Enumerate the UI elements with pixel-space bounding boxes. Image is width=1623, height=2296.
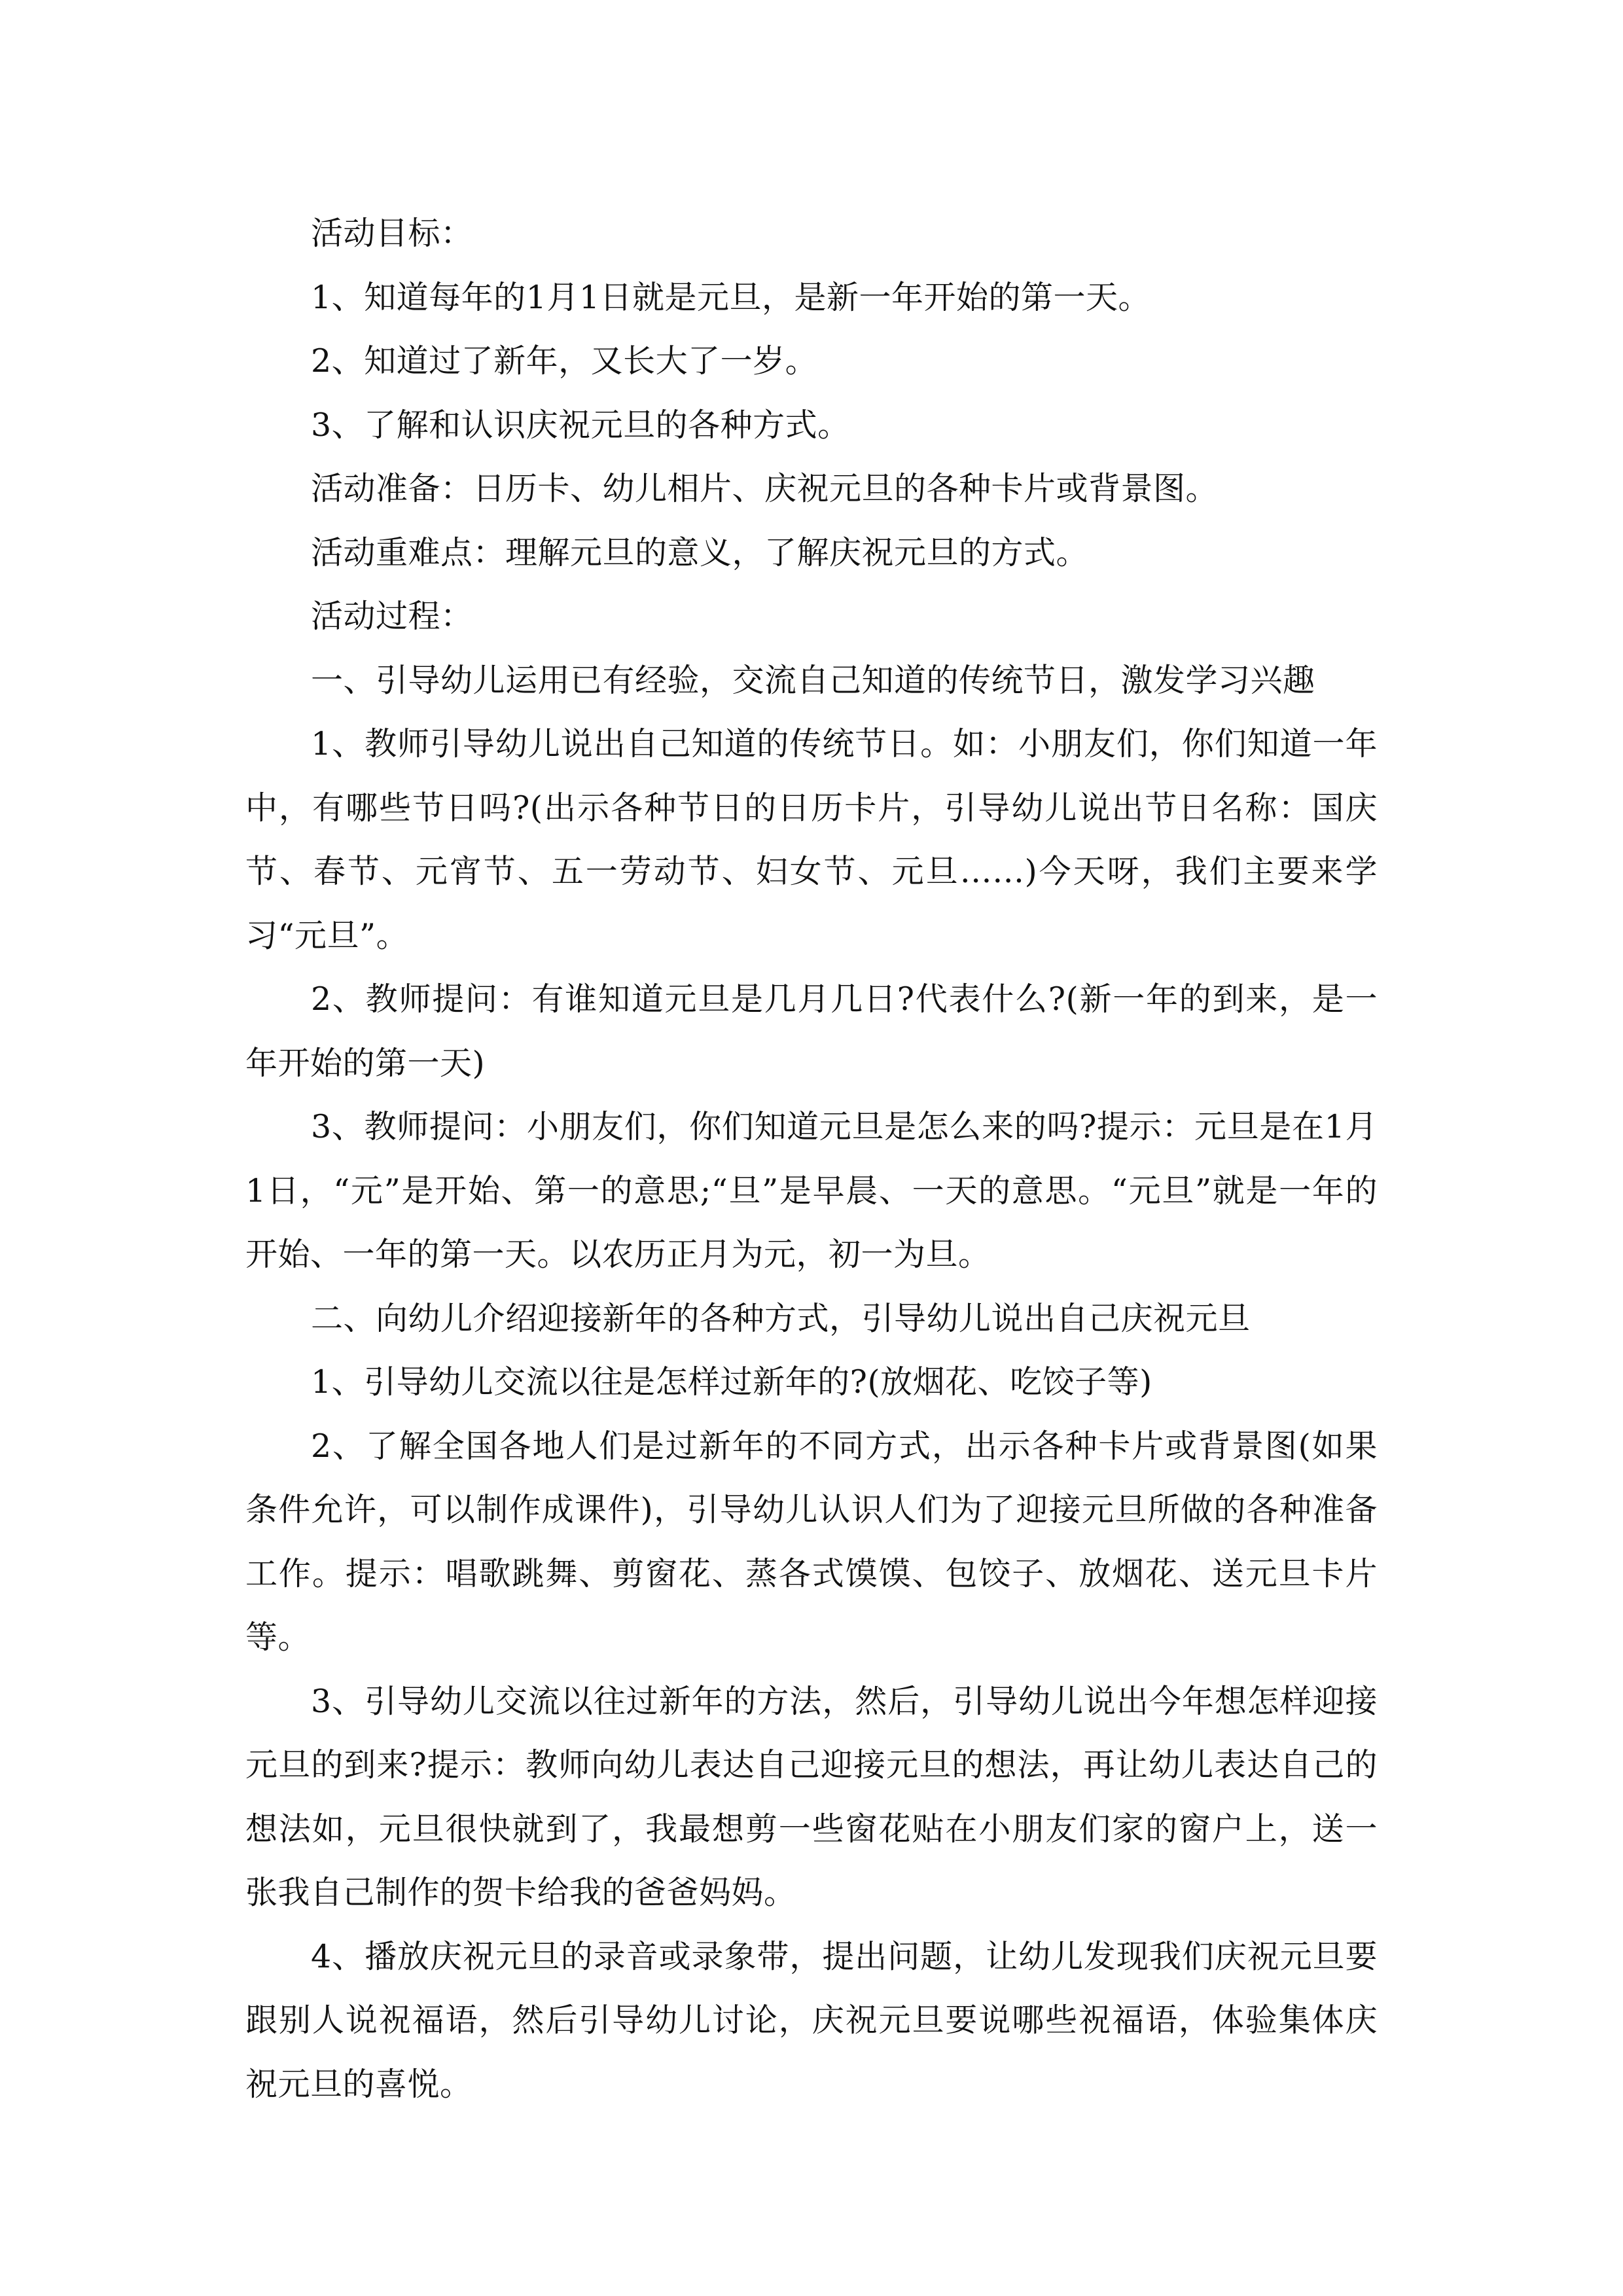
goal-item-2: 2、知道过了新年，又长大了一岁。 — [311, 342, 818, 380]
document-body — [245, 202, 1378, 2116]
process-step-2-3: 3、引导幼儿交流以往过新年的方法，然后，引导幼儿说出今年想怎样迎接元旦的到来?提示：教师向幼儿表达自己迎接元旦的想法，再让幼儿表达自己的想法如，元旦很快就到了，我最想剪一些窗花贴在小朋友们家的窗户上，送一张我自己制作的贺卡给我的爸爸妈妈。 — [245, 1682, 1378, 1911]
section-heading-2: 二、向幼儿介绍迎接新年的各种方式，引导幼儿说出自己庆祝元旦 — [311, 1299, 1251, 1337]
process-step-2-2: 2、了解全国各地人们是过新年的不同方式，出示各种卡片或背景图(如果条件允许，可以制作成课件)，引导幼儿认识人们为了迎接元旦所做的各种准备工作。提示：唱歌跳舞、剪窗花、蒸各式馍馍、包饺子、放烟花、送元旦卡片等。 — [245, 1427, 1378, 1656]
heading-activity-goals: 活动目标： — [311, 215, 473, 252]
process-step-2-1: 1、引导幼儿交流以往是怎样过新年的?(放烟花、吃饺子等) — [311, 1363, 1152, 1401]
process-step-1-1: 1、教师引导幼儿说出自己知道的传统节日。如：小朋友们，你们知道一年中，有哪些节日吗?(出示各种节日的日历卡片，引导幼儿说出节日名称：国庆节、春节、元宵节、五一劳动节、妇女节、元旦……)今天呀，我们主要来学习“元旦”。 — [245, 725, 1378, 954]
goal-item-3: 3、了解和认识庆祝元旦的各种方式。 — [311, 406, 850, 444]
process-step-1-3: 3、教师提问：小朋友们，你们知道元旦是怎么来的吗?提示：元旦是在1月1日，“元”是开始、第一的意思;“旦”是早晨、一天的意思。“元旦”就是一年的开始、一年的第一天。以农历正月为元，初一为旦。 — [245, 1108, 1378, 1273]
heading-activity-process: 活动过程： — [311, 598, 473, 635]
process-step-1-2: 2、教师提问：有谁知道元旦是几月几日?代表什么?(新一年的到来，是一年开始的第一天) — [245, 980, 1378, 1082]
activity-key-points: 活动重难点：理解元旦的意义，了解庆祝元旦的方式。 — [311, 533, 1089, 571]
activity-preparation: 活动准备：日历卡、幼儿相片、庆祝元旦的各种卡片或背景图。 — [311, 470, 1219, 507]
section-heading-1: 一、引导幼儿运用已有经验，交流自己知道的传统节日，激发学习兴趣 — [311, 661, 1315, 699]
process-step-2-4: 4、播放庆祝元旦的录音或录象带，提出问题，让幼儿发现我们庆祝元旦要跟别人说祝福语，然后引导幼儿讨论，庆祝元旦要说哪些祝福语，体验集体庆祝元旦的喜悦。 — [245, 1937, 1378, 2103]
goal-item-1: 1、知道每年的1月1日就是元旦，是新一年开始的第一天。 — [311, 278, 1151, 316]
